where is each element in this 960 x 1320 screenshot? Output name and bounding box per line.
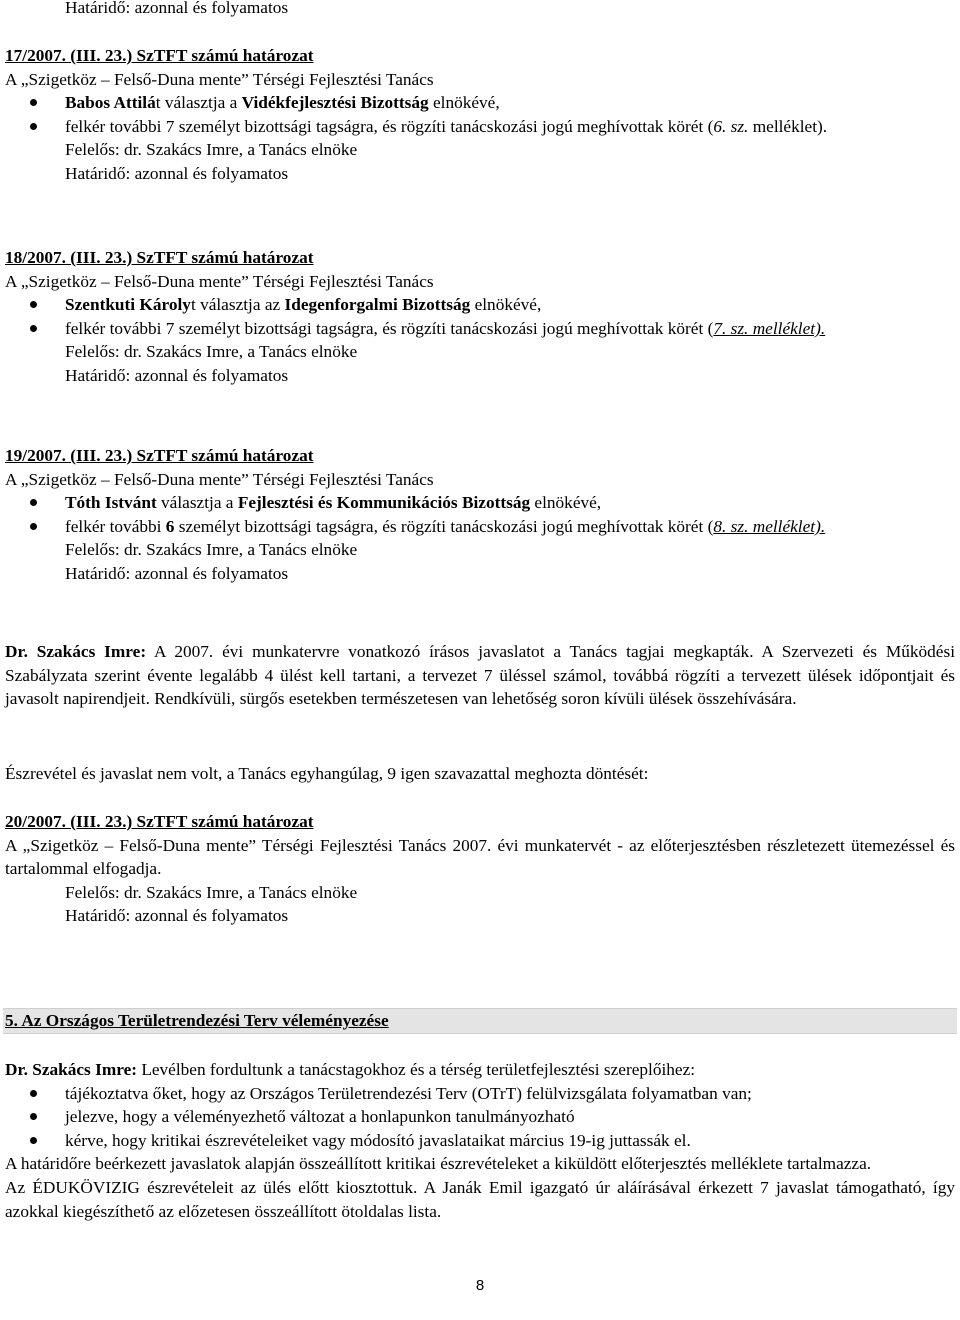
person-name: Babos Attilá <box>65 93 156 113</box>
committee-name: Idegenforgalmi Bizottság <box>284 295 471 315</box>
list-item <box>5 491 955 515</box>
responsible-line: Felelős: dr. Szakács Imre, a Tanács elnöke <box>65 882 358 902</box>
text-fragment: elnökévé, <box>470 295 542 315</box>
text-fragment: felkér további 7 személyt bizottsági tagságra, és rögzíti tanácskozási jogú meghívottak körét ( <box>65 116 714 136</box>
text-fragment: felkér további 7 személyt bizottsági tagságra, és rögzíti tanácskozási jogú meghívottak körét ( <box>65 318 714 338</box>
council-name: A „Szigetköz – Felső-Duna mente” Térségi Fejlesztési Tanács <box>5 469 434 489</box>
committee-name: Fejlesztési és Kommunikációs Bizottság <box>237 493 531 513</box>
paragraph: Az ÉDUKÖVIZIG észrevételeit az ülés előtt kiosztottuk. A Janák Emil igazgató úr aláírásával érkezett 7 javaslat támogatható, így azokkal kiegészíthető az előzetesen összeállított ötoldalas lista. <box>5 1177 955 1221</box>
list-item <box>5 1082 955 1106</box>
paragraph: A határidőre beérkezett javaslatok alapján összeállított kritikai észrevételeket a kiküldött előterjesztés melléklete tartalmazza. <box>5 1154 872 1174</box>
list-item <box>5 317 955 341</box>
list-item <box>5 115 955 139</box>
section-title: 5. Az Országos Területrendezési Terv véleményezése <box>5 1011 389 1030</box>
deadline-line: Határidő: azonnal és folyamatos <box>65 906 289 926</box>
resolution-title: 17/2007. (III. 23.) SzTFT számú határozat <box>5 46 314 65</box>
decision-text: Észrevétel és javaslat nem volt, a Tanács egyhangúlag, 9 igen szavazattal meghozta döntését: <box>5 764 649 783</box>
responsible-line: Felelős: dr. Szakács Imre, a Tanács elnöke <box>65 342 358 362</box>
annex-reference: 8. sz. melléklet). <box>713 516 826 536</box>
resolution-title: 19/2007. (III. 23.) SzTFT számú határozat <box>5 446 314 465</box>
resolution-title: 18/2007. (III. 23.) SzTFT számú határozat <box>5 248 314 267</box>
text-fragment: t választja a <box>155 93 242 113</box>
text-fragment: t választja az <box>190 295 285 315</box>
text-fragment: melléklet). <box>748 116 828 136</box>
text-fragment: felkér további <box>65 516 166 536</box>
previous-resolution-tail <box>5 0 955 20</box>
letter-points <box>5 1082 955 1153</box>
bullet-icon <box>30 301 37 308</box>
section-5-body <box>5 1058 955 1223</box>
list-item <box>5 1105 955 1129</box>
list-item-text: kérve, hogy kritikai észrevételeiket vagy módosító javaslataikat március 19-ig juttassák el. <box>65 1130 691 1150</box>
deadline-line: Határidő: azonnal és folyamatos <box>65 365 289 385</box>
person-name: Tóth Istvánt <box>65 493 157 513</box>
paragraph <box>5 1058 955 1082</box>
text-fragment: elnökévé, <box>530 493 602 513</box>
workplan-paragraph <box>5 640 955 711</box>
bullet-icon <box>30 523 37 530</box>
text-fragment: személyt bizottsági tagságra, és rögzíti tanácskozási jogú meghívottak körét ( <box>174 516 714 536</box>
paragraph <box>5 640 955 711</box>
paragraph-text: Levélben fordultunk a tanácstagokhoz és a térség területfejlesztési szereplőihez: <box>137 1060 696 1079</box>
list-item <box>5 1129 955 1153</box>
text-fragment: elnökévé, <box>428 93 500 113</box>
speaker-name: Dr. Szakács Imre: <box>5 642 147 661</box>
resolution-19 <box>5 444 955 586</box>
bullet-icon <box>30 1137 37 1144</box>
council-name: A „Szigetköz – Felső-Duna mente” Térségi Fejlesztési Tanács <box>5 271 434 291</box>
list-item <box>5 91 955 115</box>
deadline-line: Határidő: azonnal és folyamatos <box>65 563 289 583</box>
page-number: 8 <box>475 1277 485 1294</box>
speaker-name: Dr. Szakács Imre: <box>5 1060 137 1079</box>
list-item <box>5 293 955 317</box>
resolution-text: A „Szigetköz – Felső-Duna mente” Térségi Fejlesztési Tanács 2007. évi munkatervét - az előterjesztésben részletezett ütemezéssel és tartalommal elfogadja. <box>5 835 955 879</box>
resolution-bullets <box>5 293 955 340</box>
bullet-icon <box>30 99 37 106</box>
decision-paragraph <box>5 762 955 786</box>
responsible-line: Felelős: dr. Szakács Imre, a Tanács elnöke <box>65 140 358 160</box>
bullet-icon <box>30 499 37 506</box>
resolution-bullets <box>5 491 955 538</box>
resolution-17 <box>5 44 955 186</box>
list-item-text: jelezve, hogy a véleményezhető változat a honlapunkon tanulmányozható <box>65 1107 575 1127</box>
resolution-20 <box>5 810 955 928</box>
deadline-line: Határidő: azonnal és folyamatos <box>65 163 289 183</box>
resolution-bullets <box>5 91 955 138</box>
annex-reference: 6. sz. <box>713 116 749 136</box>
bullet-icon <box>30 1113 37 1120</box>
list-item <box>5 515 955 539</box>
council-name: A „Szigetköz – Felső-Duna mente” Térségi Fejlesztési Tanács <box>5 69 434 89</box>
annex-reference: 7. sz. melléklet). <box>713 318 826 338</box>
bullet-icon <box>30 325 37 332</box>
bullet-icon <box>30 123 37 130</box>
bullet-icon <box>30 1090 37 1097</box>
deadline-line: Határidő: azonnal és folyamatos <box>65 0 289 17</box>
list-item-text: tájékoztatva őket, hogy az Országos Területrendezési Terv (OTrT) felülvizsgálata folyamatban van; <box>65 1083 752 1103</box>
member-count: 6 <box>165 516 175 536</box>
text-fragment: választja a <box>156 493 238 513</box>
responsible-line: Felelős: dr. Szakács Imre, a Tanács elnöke <box>65 540 358 560</box>
committee-name: Vidékfejlesztési Bizottság <box>241 93 429 113</box>
paragraph-text: A 2007. évi munkatervre vonatkozó írásos javaslatot a Tanács tagjai megkapták. A Szervezeti és Működési Szabályzata szerint évente legalább 4 ülést kell tartani, a tervezet 7 üléssel számol, továbbá rögzíti a tervezett ülések időpontjait és javasolt napirendjeit. Rendkívüli, sürgős esetekben természetesen van lehetőség soron kívüli ülések összehívására. <box>5 642 955 709</box>
section-heading <box>3 1008 957 1034</box>
resolution-18 <box>5 246 955 388</box>
person-name: Szentkuti Károly <box>65 295 191 315</box>
resolution-title: 20/2007. (III. 23.) SzTFT számú határozat <box>5 812 314 831</box>
